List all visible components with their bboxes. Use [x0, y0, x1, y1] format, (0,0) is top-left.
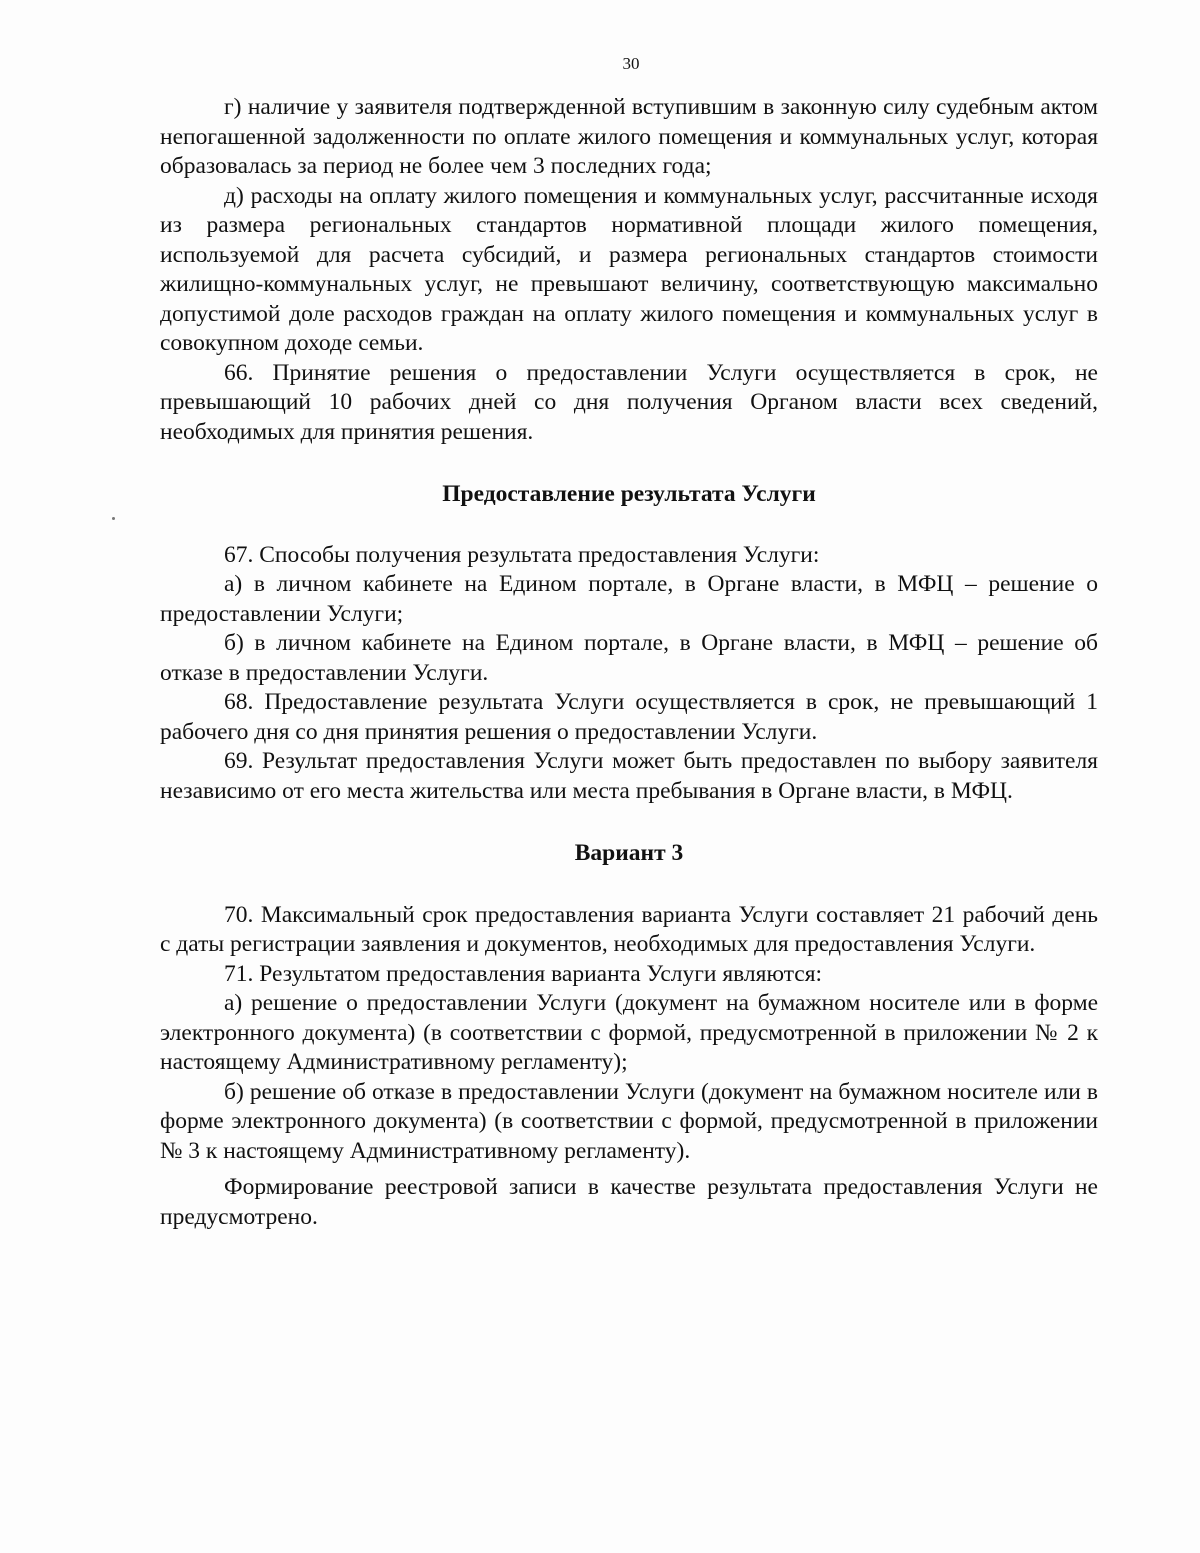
paragraph-67-a: а) в личном кабинете на Едином портале, в Органе власти, в МФЦ – решение о предоставлении Услуги;: [160, 571, 1098, 627]
paragraph-registry-note: Формирование реестровой записи в качестве результата предоставления Услуги не предусмотрено.: [160, 1174, 1098, 1230]
paragraph-66: 66. Принятие решения о предоставлении Услуги осуществляется в срок, не превышающий 10 рабочих дней со дня получения Органом власти всех сведений, необходимых для принятия решения.: [160, 359, 1098, 445]
scan-speck: [112, 517, 115, 520]
paragraph-70: 70. Максимальный срок предоставления варианта Услуги составляет 21 рабочий день с даты регистрации заявления и документов, необходимых для предоставления Услуги.: [160, 901, 1098, 957]
document-body: [160, 93, 1098, 1232]
section-heading-result: Предоставление результата Услуги: [442, 481, 816, 507]
paragraph-68: 68. Предоставление результата Услуги осуществляется в срок, не превышающий 1 рабочего дня со дня принятия решения о предоставлении Услуги.: [160, 689, 1098, 745]
paragraph-g: г) наличие у заявителя подтвержденной вступившим в законную силу судебным актом непогашенной задолженности по оплате жилого помещения и коммунальных услуг, которая образовалась за период не более чем 3 последних года;: [160, 94, 1098, 179]
page-number: 30: [622, 54, 640, 73]
paragraph-71-a: а) решение о предоставлении Услуги (документ на бумажном носителе или в форме электронного документа) (в соответствии с формой, предусмотренной в приложении № 2 к настоящему Административному регламенту);: [160, 990, 1098, 1075]
paragraph-71: 71. Результатом предоставления варианта Услуги являются:: [224, 960, 823, 987]
paragraph-67: 67. Способы получения результата предоставления Услуги:: [224, 541, 820, 568]
paragraph-69: 69. Результат предоставления Услуги может быть предоставлен по выбору заявителя независимо от его места жительства или места пребывания в Органе власти, в МФЦ.: [160, 748, 1098, 804]
paragraph-d: д) расходы на оплату жилого помещения и коммунальных услуг, рассчитанные исходя из размера региональных стандартов нормативной площади жилого помещения, используемой для расчета субсидий, и размера региональных стандартов стоимости жилищно-коммунальных услуг, не превышают величину, соответствующую максимально допустимой доле расходов граждан на оплату жилого помещения и коммунальных услуг в совокупном доходе семьи.: [160, 182, 1098, 356]
section-heading-variant-3: Вариант 3: [574, 840, 684, 866]
paragraph-71-b: б) решение об отказе в предоставлении Услуги (документ на бумажном носителе или в форме электронного документа) (в соответствии с формой, предусмотренной в приложении № 3 к настоящему Административному регламенту).: [160, 1078, 1098, 1164]
paragraph-67-b: б) в личном кабинете на Едином портале, в Органе власти, в МФЦ – решение об отказе в предоставлении Услуги.: [160, 630, 1098, 686]
